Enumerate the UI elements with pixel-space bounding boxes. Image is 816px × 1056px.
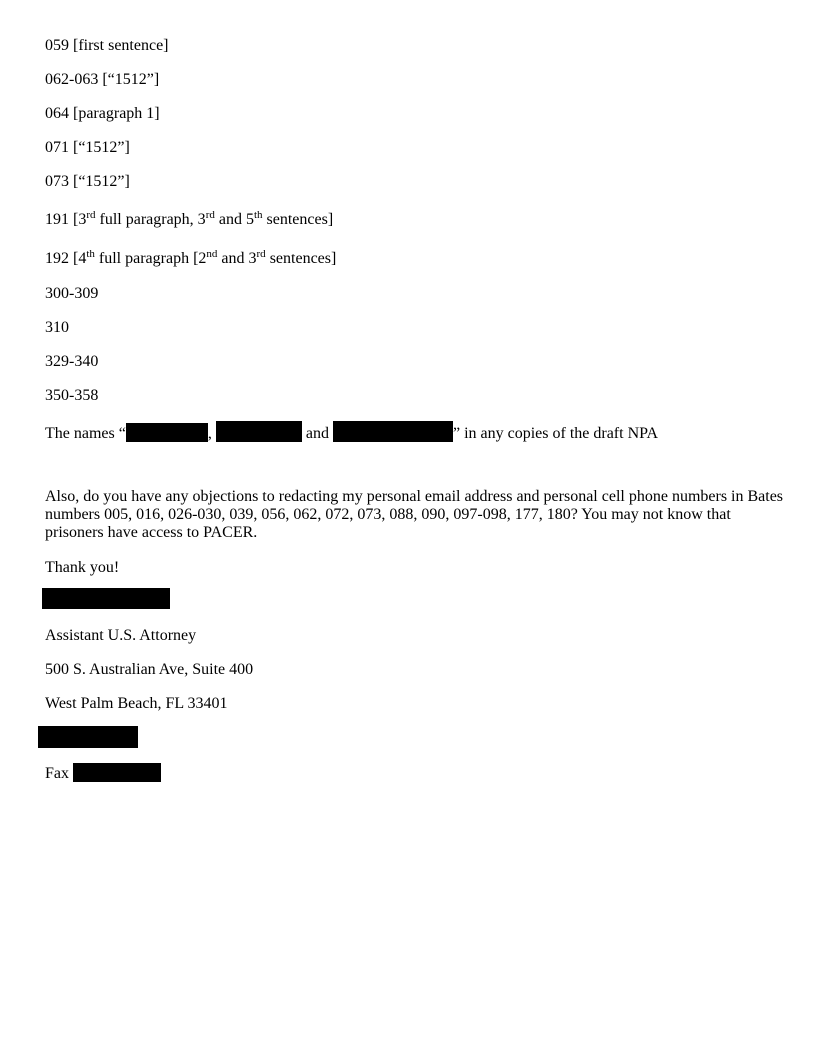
ordinal-suffix: th	[253, 209, 263, 221]
list-item-text: full paragraph, 3	[95, 211, 206, 228]
names-separator: ,	[207, 425, 216, 442]
ordinal-suffix: th	[86, 248, 95, 260]
names-prefix: The names “	[45, 425, 126, 442]
list-item-text: sentences]	[265, 250, 337, 267]
ordinal-suffix: nd	[206, 248, 218, 260]
list-item: 071 [“1512”]	[45, 139, 130, 156]
names-line	[45, 421, 658, 443]
list-item-text: sentences]	[262, 211, 334, 228]
names-suffix: ” in any copies of the draft NPA	[452, 425, 659, 442]
list-item: 059 [first sentence]	[45, 37, 169, 54]
address-line-2: West Palm Beach, FL 33401	[45, 695, 228, 712]
redacted-fax-number	[73, 763, 161, 782]
redaction-box	[216, 421, 302, 442]
list-item	[45, 250, 336, 268]
list-item-text: 191 [3	[45, 211, 87, 228]
closing-thanks: Thank you!	[45, 559, 120, 576]
ordinal-suffix: rd	[86, 209, 96, 221]
list-item: 064 [paragraph 1]	[45, 105, 160, 122]
ordinal-suffix: rd	[256, 248, 266, 260]
fax-label: Fax	[45, 765, 73, 782]
list-item: 329-340	[45, 353, 99, 370]
address-line-1: 500 S. Australian Ave, Suite 400	[45, 661, 254, 678]
ordinal-suffix: rd	[205, 209, 215, 221]
redaction-box	[126, 423, 208, 442]
list-item: 310	[45, 319, 69, 336]
list-item-text: full paragraph [2	[94, 250, 207, 267]
list-item	[45, 211, 333, 229]
list-item-text: and 3	[217, 250, 257, 267]
redacted-phone	[38, 726, 138, 748]
names-separator: and	[301, 425, 333, 442]
question-paragraph: Also, do you have any objections to redacting my personal email address and personal cell phone numbers in Bates numbers 005, 016, 026-030, 039, 056, 062, 072, 073, 088, 090, 097-098, 177, 180? You may not know that prisoners have access to PACER.	[45, 488, 784, 541]
list-item: 073 [“1512”]	[45, 173, 130, 190]
list-item: 350-358	[45, 387, 99, 404]
list-item: 062-063 [“1512”]	[45, 71, 160, 88]
list-item: 300-309	[45, 285, 99, 302]
list-item-text: and 5	[214, 211, 254, 228]
redacted-signature-name	[42, 588, 170, 609]
redaction-box	[333, 421, 453, 442]
fax-line	[45, 763, 161, 783]
list-item-text: 192 [4	[45, 250, 87, 267]
signature-title: Assistant U.S. Attorney	[45, 627, 197, 644]
